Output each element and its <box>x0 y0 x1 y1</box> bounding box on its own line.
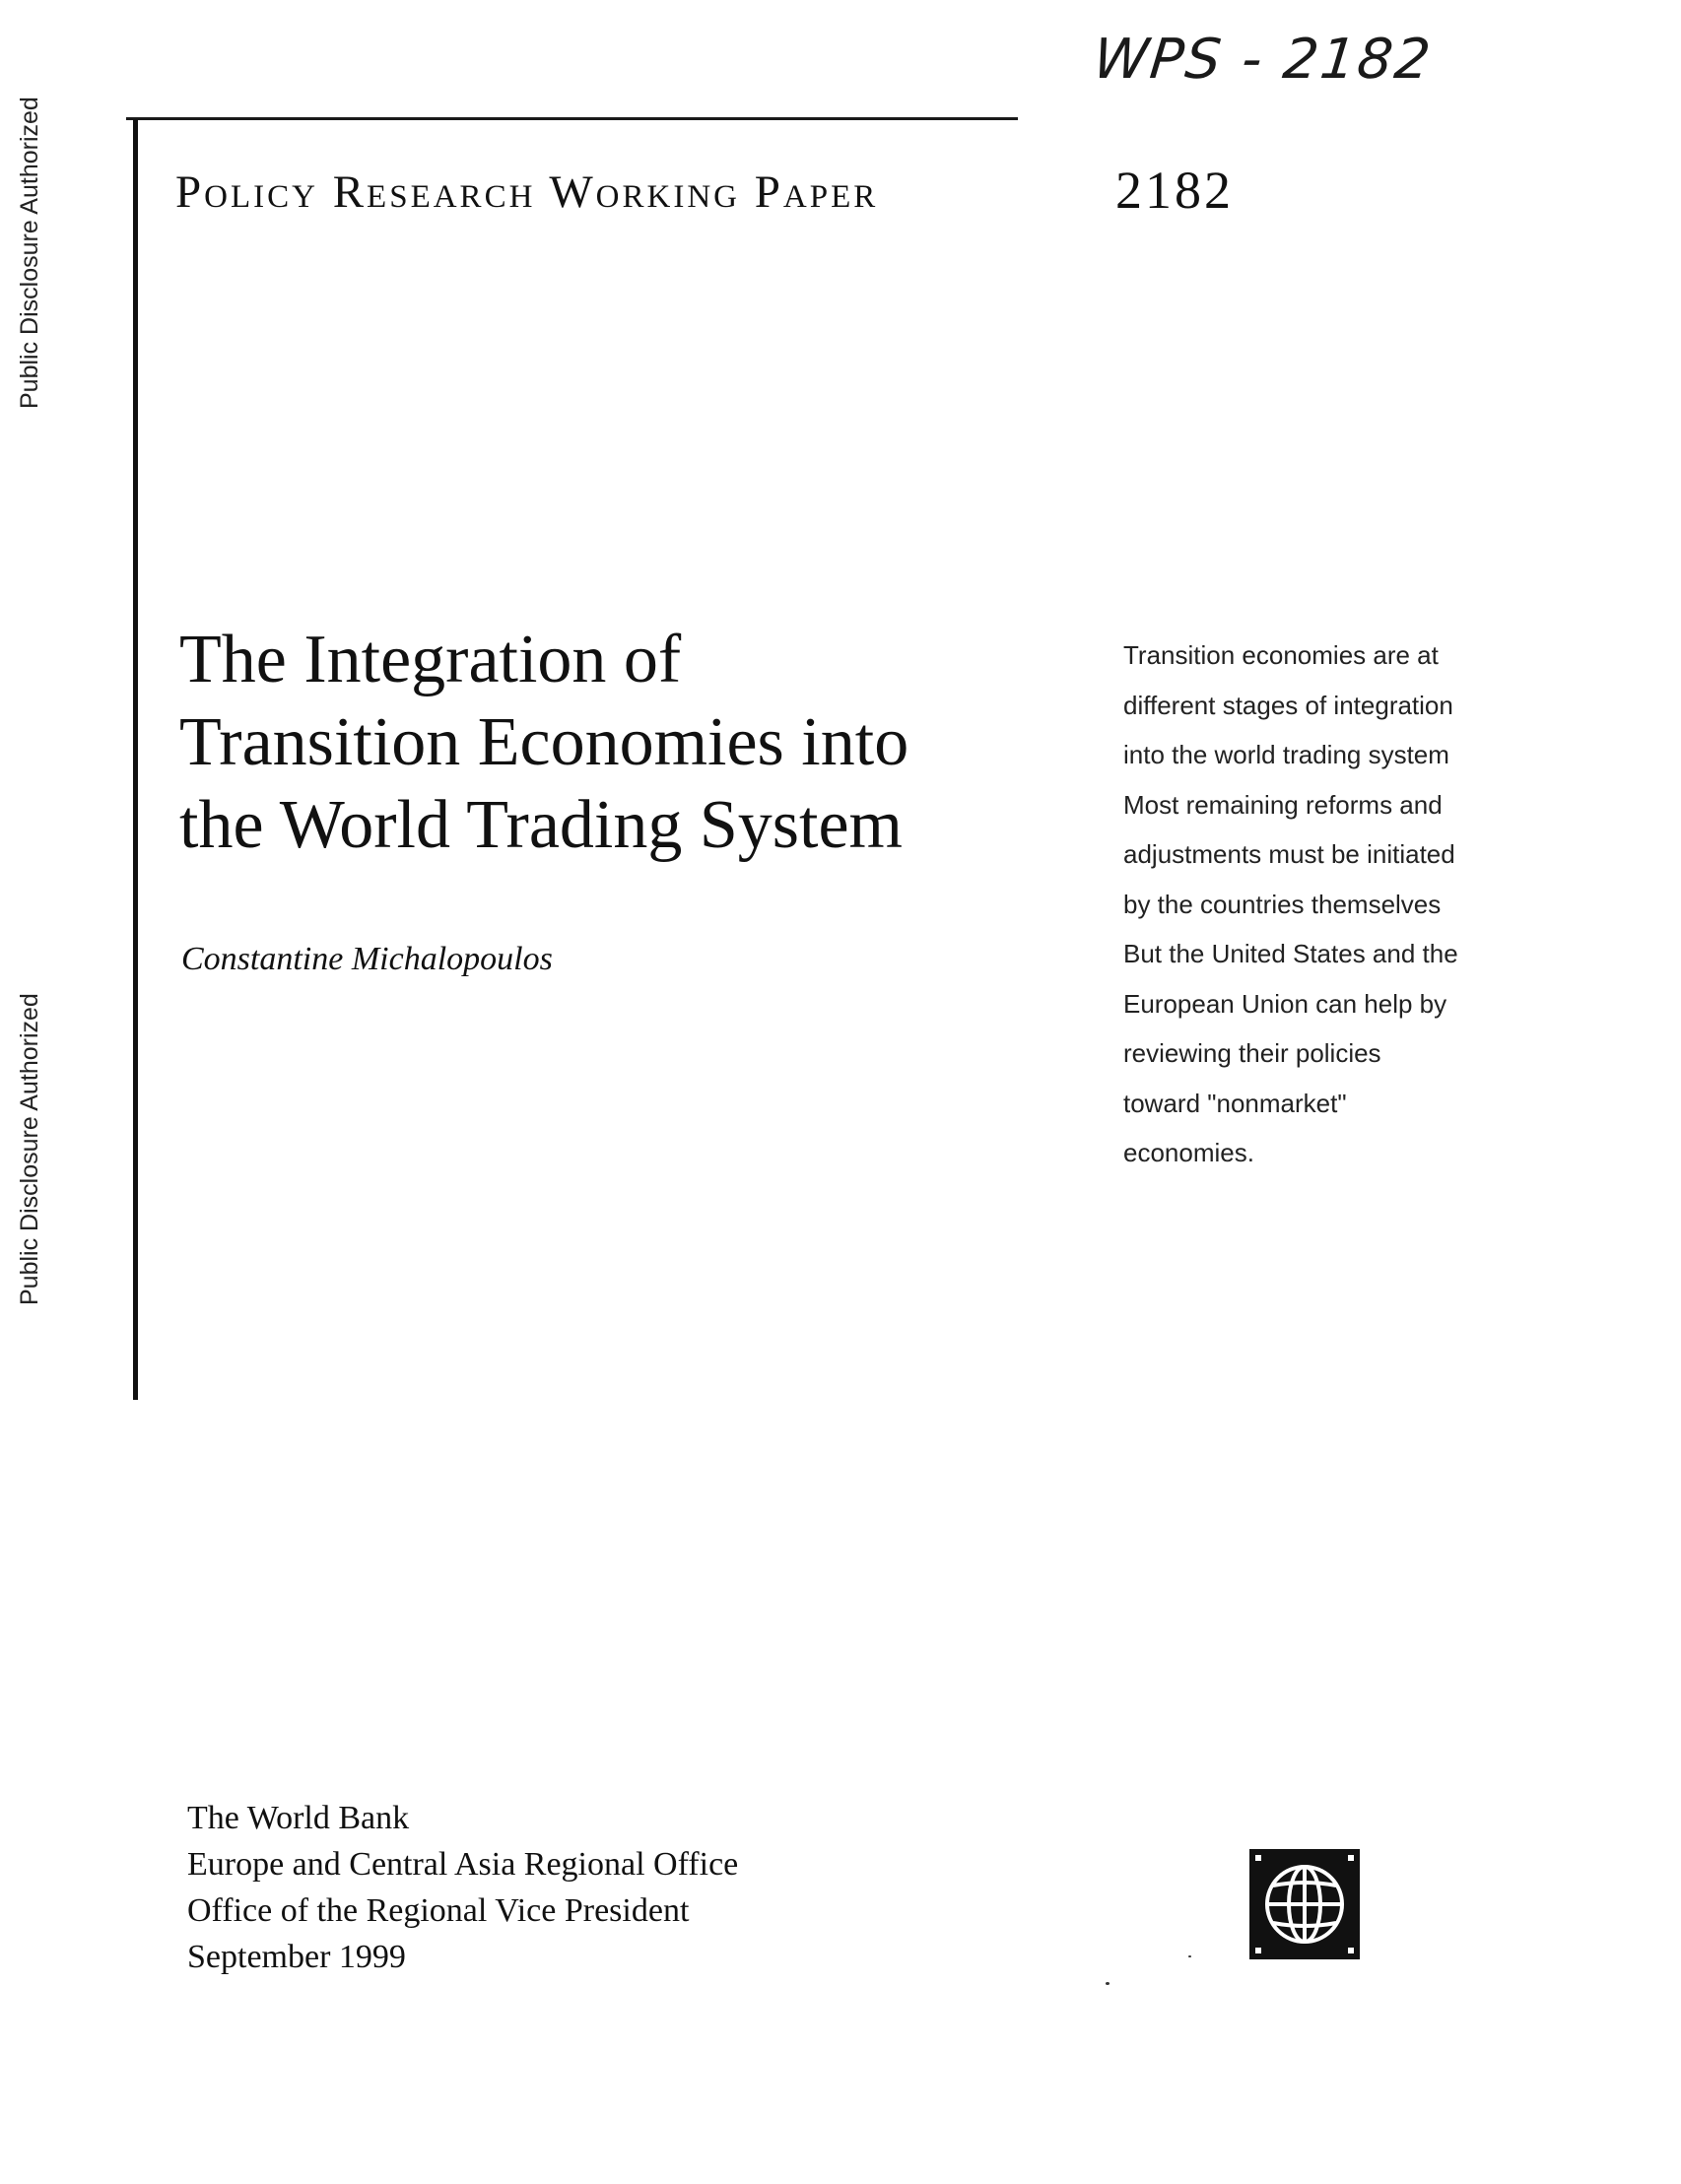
publisher-block <box>187 1795 738 1980</box>
paper-title-line: The Integration of <box>179 622 682 697</box>
publisher-line: Office of the Regional Vice President <box>187 1892 690 1929</box>
left-rule <box>133 119 138 1400</box>
abstract-line: adjustments must be initiated <box>1123 839 1455 869</box>
paper-title-line: Transition Economies into <box>179 704 909 780</box>
author-name: Constantine Michalopoulos <box>181 941 553 977</box>
publication-date: September 1999 <box>187 1939 406 1975</box>
world-bank-globe-icon <box>1249 1849 1360 1959</box>
paper-title <box>179 619 908 867</box>
abstract-line: But the United States and the <box>1123 939 1458 968</box>
abstract-line: Transition economies are at <box>1123 640 1439 670</box>
abstract-line: Most remaining reforms and <box>1123 789 1443 820</box>
scan-speck <box>1106 1982 1109 1985</box>
publisher-line: The World Bank <box>187 1800 410 1836</box>
paper-number: 2182 <box>1115 161 1234 220</box>
paper-title-line: the World Trading System <box>179 787 903 863</box>
abstract-line: different stages of integration <box>1123 690 1453 720</box>
disclosure-stamp-top: Public Disclosure Authorized <box>16 97 43 409</box>
top-rule <box>126 117 1018 120</box>
abstract-line: economies. <box>1123 1138 1254 1167</box>
abstract-line: toward "nonmarket" <box>1123 1088 1347 1118</box>
series-title: Policy Research Working Paper <box>175 166 879 218</box>
abstract-line: reviewing their policies <box>1123 1038 1381 1068</box>
disclosure-stamp-bottom: Public Disclosure Authorized <box>16 993 43 1305</box>
abstract-line: European Union can help by <box>1123 988 1447 1019</box>
world-bank-logo <box>1249 1849 1360 1959</box>
abstract-line: by the countries themselves <box>1123 889 1442 919</box>
abstract-line: into the world trading system <box>1123 740 1449 769</box>
scan-speck <box>1188 1955 1191 1957</box>
handwritten-report-number: WPS - 2182 <box>1090 28 1436 92</box>
publisher-line: Europe and Central Asia Regional Office <box>187 1846 739 1883</box>
abstract-summary <box>1123 630 1478 1178</box>
